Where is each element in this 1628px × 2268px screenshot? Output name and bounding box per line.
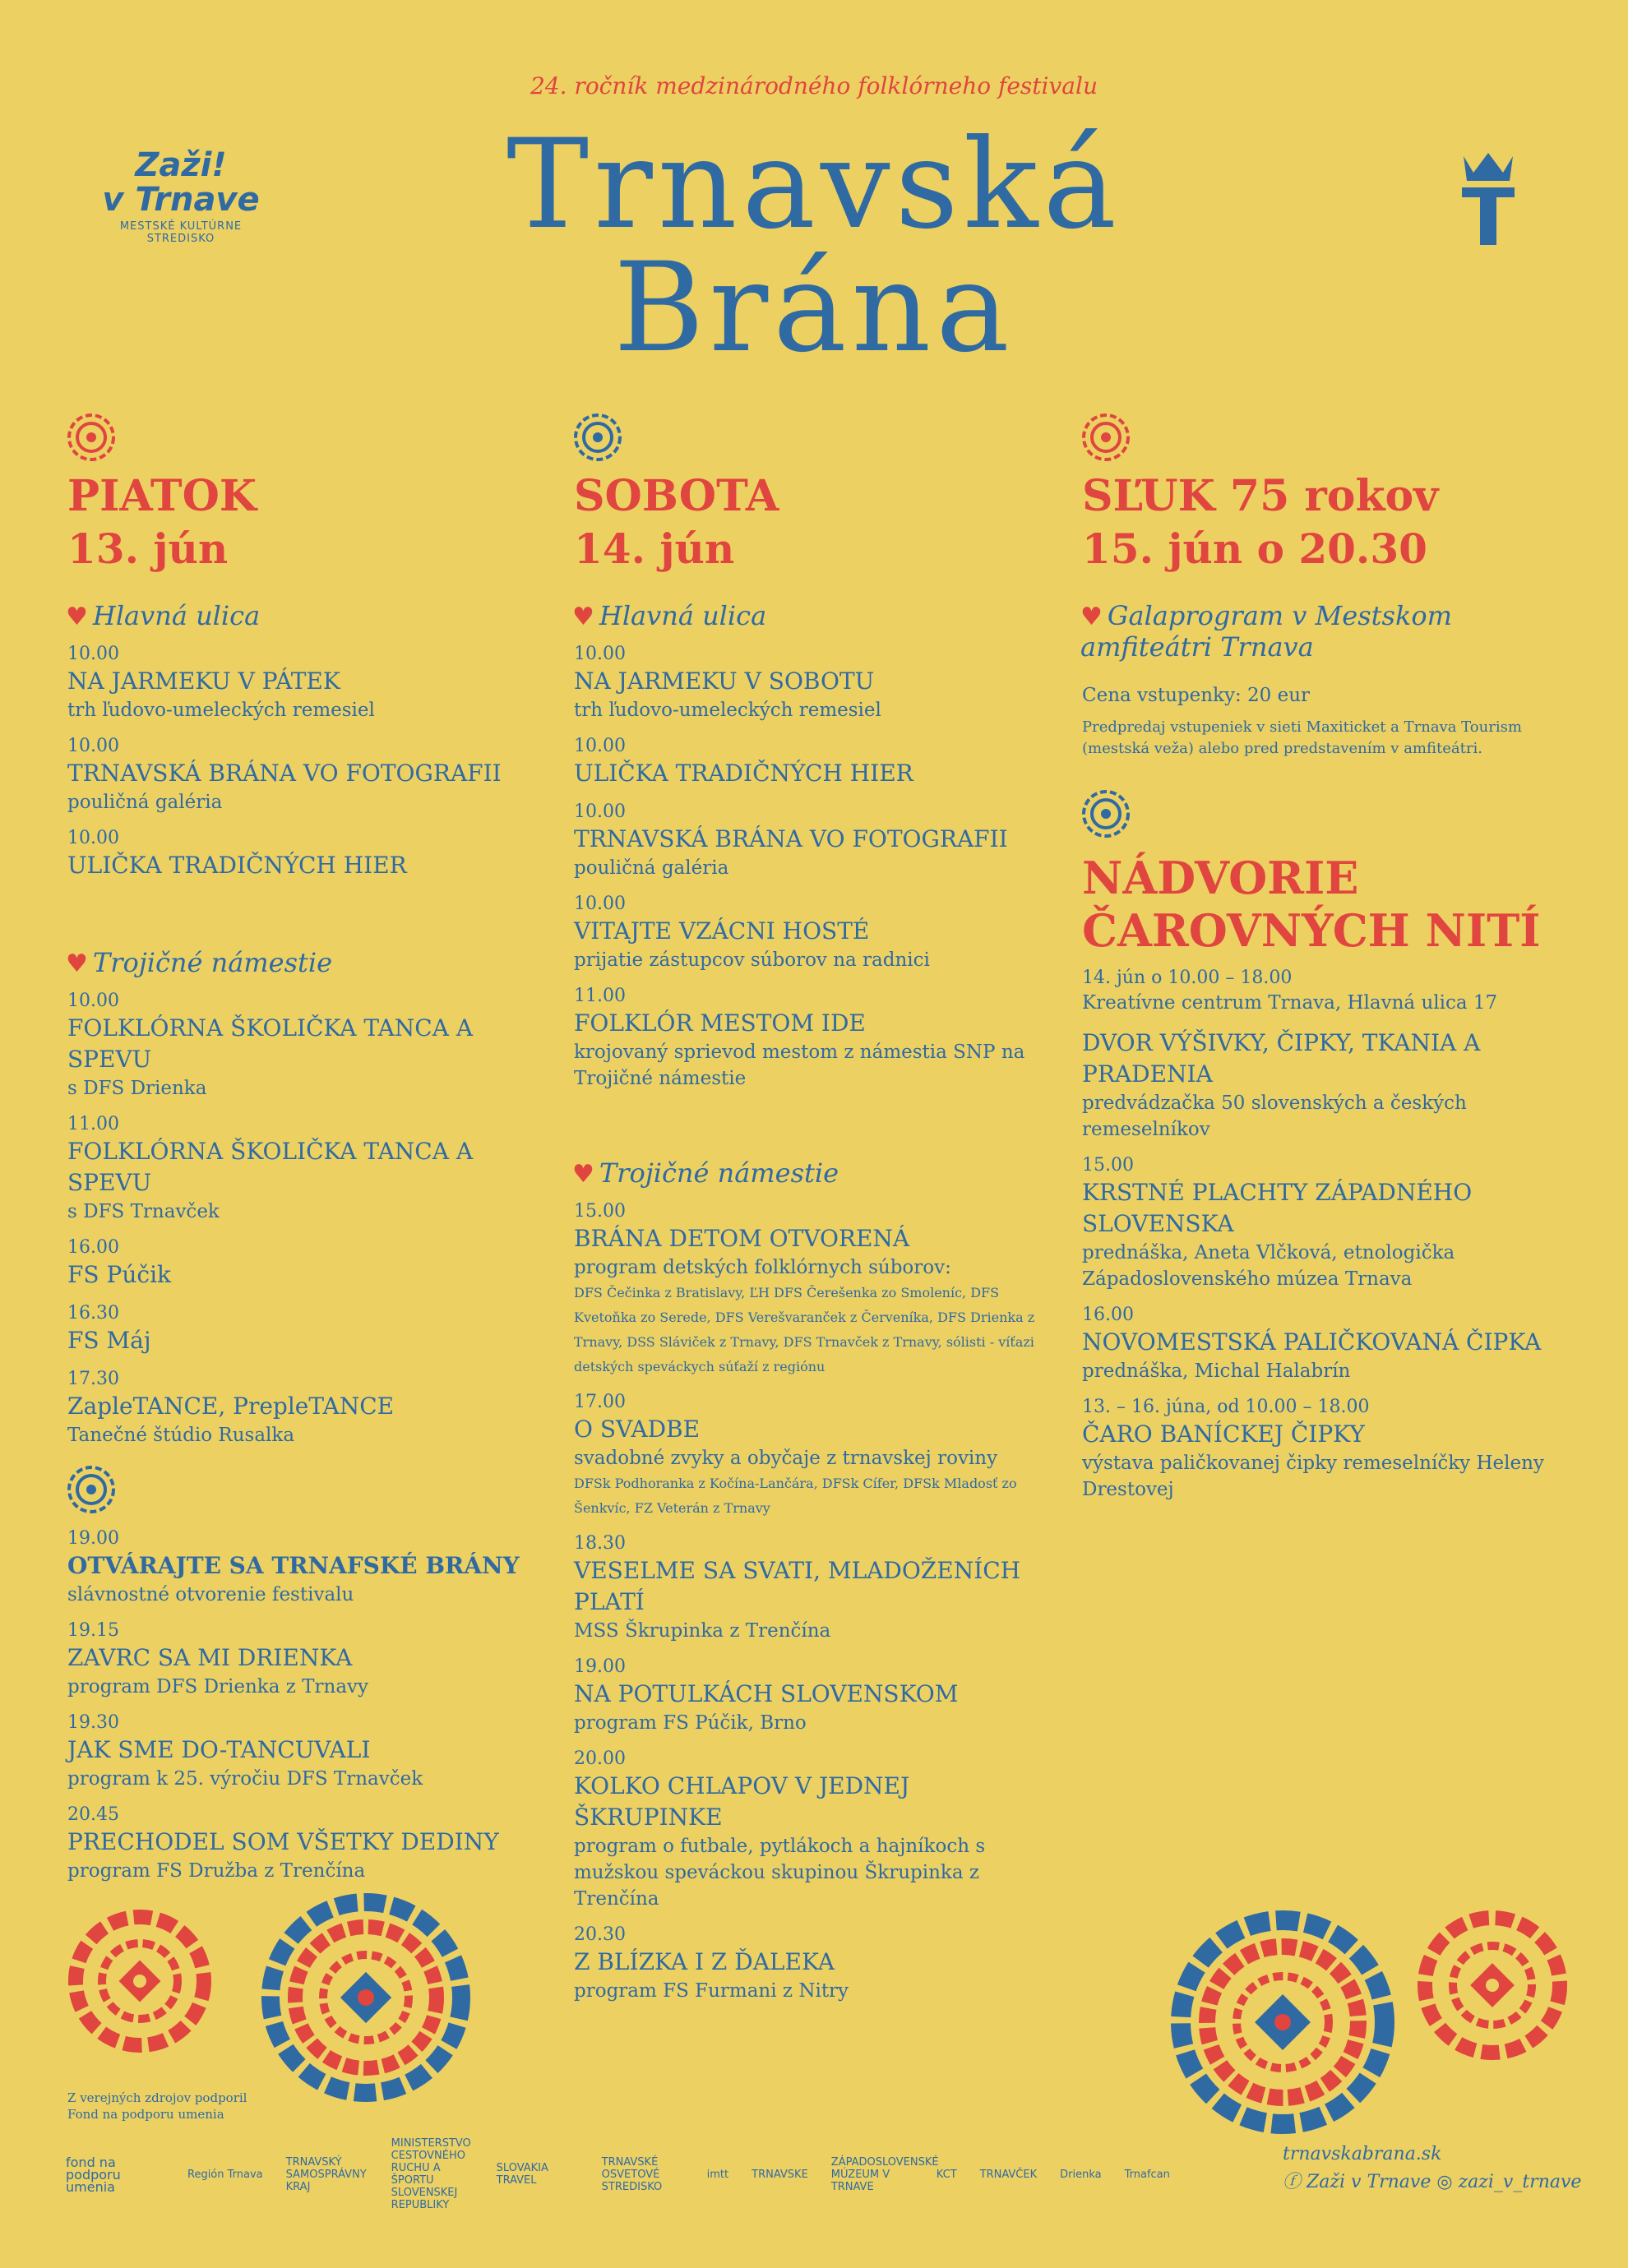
event-time: 19.00 (67, 1528, 119, 1549)
logo-text-3: MESTSKÉ KULTÚRNE STREDISKO (119, 220, 243, 245)
event-desc: program FS Furmani z Nitry (574, 1980, 849, 2002)
facebook-icon: ⓕ (1283, 2172, 1307, 2192)
event-desc: prednáška, Aneta Vlčková, etnologička Západoslovenského múzea Trnava (1082, 1242, 1455, 1290)
big-rosette-red-icon (1414, 1907, 1570, 2063)
event-time: 11.00 (67, 1114, 119, 1134)
title-line2: Brána (613, 237, 1015, 380)
sponsor-logo: fond na podporu umenia (66, 2154, 121, 2195)
event-desc: slávnostné otvorenie festivalu (67, 1584, 354, 1605)
event-small: DFSk Podhoranka z Kočína-Lančára, DFSk Cífer, DFSk Mladosť zo Šenkvíc, FZ Veterán z Trnavy (574, 1476, 1017, 1516)
event-time: 10.00 (574, 644, 626, 664)
event-time: 10.00 (67, 736, 119, 756)
venue: ♥ Trojičné námestie (66, 947, 333, 978)
event-time: 15.00 (1082, 1155, 1134, 1176)
event-time: 20.30 (574, 1924, 626, 1945)
venue: ♥ Hlavná ulica (66, 600, 261, 631)
event-time: 17.00 (574, 1392, 626, 1412)
sponsor-logo: TRNAVČEK (979, 2168, 1038, 2181)
event-time: 10.00 (574, 736, 626, 756)
big-rosette-red-icon (66, 1907, 214, 2055)
event-name: TRNAVSKÁ BRÁNA VO FOTOGRAFII (67, 760, 502, 787)
event-desc: prednáška, Michal Halabrín (1082, 1360, 1351, 1382)
event-desc: predvádzačka 50 slovenských a českých remeselníkov (1082, 1092, 1467, 1140)
event-name: FOLKLÓRNA ŠKOLIČKA TANCA A SPEVU (67, 1138, 474, 1196)
section-place: Kreatívne centrum Trnava, Hlavná ulica 17 (1082, 992, 1498, 1014)
facebook-link[interactable]: Zaži v Trnave (1307, 2172, 1431, 2192)
contact-block (1283, 2141, 1581, 2196)
big-rosette-blue-icon (1168, 1907, 1398, 2137)
event-time: 10.00 (574, 801, 626, 822)
event-time: 16.30 (67, 1303, 119, 1323)
event (574, 1656, 1051, 1736)
event (574, 1924, 1051, 2004)
event (574, 1200, 1051, 1379)
event-desc: program FS Družba z Trenčína (67, 1860, 366, 1882)
event (67, 1527, 544, 1608)
sponsor-logo: Trnafcan (1124, 2168, 1170, 2181)
event-time: 15.00 (574, 1201, 626, 1222)
day-title: SOBOTA (574, 471, 779, 521)
heart-icon: ♥ (572, 1160, 594, 1189)
event (1082, 1028, 1559, 1143)
event-name: KOLKO CHLAPOV V JEDNEJ ŠKRUPINKE (574, 1772, 910, 1831)
sponsor-logo: MINISTERSTVO CESTOVNÉHO RUCHU A ŠPORTU SLOVENSKEJ REPUBLIKY (391, 2137, 471, 2211)
event-name: VESELME SA SVATI, MLADOŽENÍCH PLATÍ (574, 1557, 1021, 1615)
day-title: SĽUK 75 rokov (1082, 471, 1439, 521)
logo-text-1: Zaži! (135, 146, 227, 184)
zazi-logo (90, 148, 271, 245)
title-line1: Trnavská (506, 113, 1122, 256)
sponsor-logo: TRNAVSKÉ OSVETOVÉ STREDISKO (601, 2155, 663, 2193)
event (67, 1619, 544, 1700)
sponsor-logo: ZÁPADOSLOVENSKÉ MÚZEUM V TRNAVE (830, 2155, 939, 2193)
event-name: DVOR VÝŠIVKY, ČIPKY, TKANIA A PRADENIA (1082, 1029, 1481, 1088)
event-name: NA JARMEKU V PÁTEK (67, 667, 340, 695)
column-friday (67, 411, 544, 1884)
event (574, 1532, 1051, 1644)
big-rosette-blue-icon (259, 1891, 473, 2104)
section-time: 14. jún o 10.00 – 18.00 (1082, 968, 1293, 988)
event-time: 18.30 (574, 1533, 626, 1554)
heart-icon: ♥ (66, 603, 88, 631)
event (67, 827, 544, 881)
event-name: NOVOMESTSKÁ PALIČKOVANÁ ČIPKA (1082, 1328, 1542, 1356)
rosette-icon (65, 411, 118, 464)
event-name: TRNAVSKÁ BRÁNA VO FOTOGRAFII (574, 825, 1008, 852)
event-name: FS Púčik (67, 1261, 171, 1288)
event (67, 1113, 544, 1225)
event (67, 1711, 544, 1792)
support-note: Z verejných zdrojov podporil Fond na podporu umenia (67, 2090, 247, 2122)
event-time: 13. – 16. júna, od 10.00 – 18.00 (1082, 1397, 1370, 1417)
event-time: 16.00 (1082, 1305, 1134, 1325)
event-desc: program detských folklórnych súborov: (574, 1257, 951, 1278)
event-desc: svadobné zvyky a obyčaje z trnavskej roviny (574, 1448, 998, 1469)
sponsor-logos (66, 2137, 1250, 2211)
event-time: 17.30 (67, 1369, 119, 1389)
event-name: KRSTNÉ PLACHTY ZÁPADNÉHO SLOVENSKA (1082, 1179, 1473, 1237)
event (67, 1302, 544, 1356)
event-desc: s DFS Drienka (67, 1078, 207, 1099)
event-name: FOLKLÓRNA ŠKOLIČKA TANCA A SPEVU (67, 1014, 474, 1073)
event-desc: trh ľudovo-umeleckých remesiel (574, 700, 881, 721)
event-desc: program DFS Drienka z Trnavy (67, 1676, 369, 1698)
event-name: PRECHODEL SOM VŠETKY DEDINY (67, 1828, 499, 1855)
website-link[interactable]: trnavskabrana.sk (1283, 2144, 1442, 2164)
column-sluk (1082, 411, 1559, 1503)
event (67, 1804, 544, 1884)
event-desc: Tanečné štúdio Rusalka (67, 1425, 295, 1446)
sponsor-logo: SLOVAKIA TRAVEL (496, 2162, 548, 2187)
event-desc: program FS Púčik, Brno (574, 1712, 807, 1734)
event-time: 11.00 (574, 986, 626, 1006)
event-time: 20.45 (67, 1804, 119, 1825)
event (574, 985, 1051, 1092)
column-saturday (574, 411, 1051, 2004)
rosette-icon (1080, 788, 1132, 840)
sponsor-logo: TRNAVSKÝ SAMOSPRÁVNY KRAJ (285, 2155, 367, 2193)
heart-icon: ♥ (1080, 603, 1103, 631)
venue: ♥ Hlavná ulica (572, 600, 767, 631)
event-time: 19.15 (67, 1620, 119, 1641)
event-name: OTVÁRAJTE SA TRNAFSKÉ BRÁNY (67, 1552, 520, 1579)
event-time: 10.00 (574, 894, 626, 914)
event-name: BRÁNA DETOM OTVORENÁ (574, 1225, 910, 1252)
day-date: 15. jún o 20.30 (1082, 524, 1427, 573)
event-desc: krojovaný sprievod mestom z námestia SNP na Trojičné námestie (574, 1042, 1025, 1089)
instagram-icon: ◎ (1436, 2172, 1459, 2192)
heart-icon: ♥ (66, 949, 88, 978)
event-name: O SVADBE (574, 1416, 701, 1443)
venue: ♥ Galaprogram v Mestskom amfiteátri Trnava (1080, 600, 1452, 663)
event-time: 19.00 (574, 1656, 626, 1677)
event-name: Z BLÍZKA I Z ĎALEKA (574, 1948, 835, 1975)
event (67, 643, 544, 723)
event-desc: program o futbale, pytlákoch a hajníkoch s mužskou speváckou skupinou Škrupinka z Trenčína (574, 1836, 986, 1910)
instagram-link[interactable]: zazi_v_trnave (1458, 2172, 1582, 2192)
sponsor-logo: KCT (936, 2168, 957, 2181)
event-small: DFS Čečinka z Bratislavy, ĽH DFS Čerešenka zo Smoleníc, DFS Kvetoňka zo Serede, DFS Verešvaranček z Červeníka, DFS Drienka z Trnavy, DSS Sláviček z Trnavy, DFS Trnavček z Trnavy, sólisti - víťazi detských speváckych súťaží z regiónu (574, 1285, 1035, 1374)
event (574, 893, 1051, 973)
day-title: PIATOK (67, 471, 257, 521)
event-time: 19.30 (67, 1712, 119, 1733)
event-desc: MSS Škrupinka z Trenčína (574, 1620, 831, 1642)
event (1082, 1304, 1559, 1384)
festival-subtitle: 24. ročník medzinárodného folklórneho festivalu (530, 72, 1098, 99)
event (574, 643, 1051, 723)
event-desc: pouličná galéria (574, 857, 729, 879)
event-time: 16.00 (67, 1237, 119, 1258)
event-name: JAK SME DO-TANCUVALI (67, 1736, 371, 1763)
event-name: ULIČKA TRADIČNÝCH HIER (67, 852, 407, 879)
day-date: 13. jún (67, 524, 229, 573)
sponsor-logo: Región Trnava (187, 2168, 263, 2181)
price: Cena vstupenky: 20 eur (1082, 685, 1311, 706)
venue: ♥ Trojičné námestie (572, 1157, 839, 1189)
event (67, 1368, 544, 1448)
sponsor-logo: imtt (706, 2168, 729, 2181)
rosette-icon (1080, 411, 1132, 464)
event (574, 735, 1051, 789)
event-name: ULIČKA TRADIČNÝCH HIER (574, 760, 913, 787)
heart-icon: ♥ (572, 603, 594, 631)
event (67, 1236, 544, 1291)
sponsor-logo: TRNAVSKE (752, 2168, 808, 2181)
event (1082, 1154, 1559, 1292)
day-date: 14. jún (574, 524, 735, 573)
event-name: NA POTULKÁCH SLOVENSKOM (574, 1680, 959, 1707)
rosette-icon (571, 411, 624, 464)
event-desc: s DFS Trnavček (67, 1201, 220, 1222)
event-desc: program k 25. výročiu DFS Trnavček (67, 1768, 423, 1790)
event (574, 801, 1051, 881)
section-title: NÁDVORIE ČAROVNÝCH NITÍ (1082, 852, 1541, 957)
event-name: VITAJTE VZÁCNI HOSTÉ (574, 917, 870, 945)
event-time: 20.00 (574, 1748, 626, 1769)
event-time: 10.00 (67, 828, 119, 848)
event-desc: pouličná galéria (67, 792, 223, 813)
event-name: FOLKLÓR MESTOM IDE (574, 1009, 866, 1037)
event-name: ZapleTANCE, PrepleTANCE (67, 1393, 395, 1420)
event (1082, 1396, 1559, 1503)
event-time: 10.00 (67, 644, 119, 664)
presale-note: Predpredaj vstupeniek v sieti Maxiticket a Trnava Tourism (mestská veža) alebo pred predstavením v amfiteátri. (1082, 718, 1522, 757)
event-desc: výstava paličkovanej čipky remeselníčky Heleny Drestovej (1082, 1453, 1544, 1500)
event (574, 1748, 1051, 1912)
event-desc: trh ľudovo-umeleckých remesiel (67, 700, 375, 721)
event (574, 1391, 1051, 1521)
event-time: 10.00 (67, 991, 119, 1011)
event-desc: prijatie zástupcov súborov na radnici (574, 949, 930, 971)
event-name: ZAVRC SA MI DRIENKA (67, 1644, 353, 1671)
event-name: FS Máj (67, 1327, 151, 1354)
rosette-icon (65, 1463, 118, 1516)
crown-icon (1455, 148, 1521, 247)
logo-text-2: v Trnave (102, 181, 260, 219)
event (67, 990, 544, 1102)
event-name: NA JARMEKU V SOBOTU (574, 667, 875, 695)
event-name: ČARO BANÍCKEJ ČIPKY (1082, 1420, 1365, 1448)
event (67, 735, 544, 815)
sponsor-logo: Drienka (1060, 2168, 1102, 2181)
